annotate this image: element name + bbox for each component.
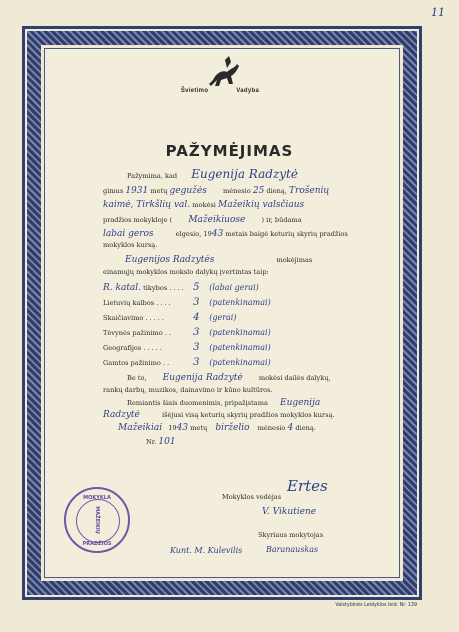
grade-word: (patenkinamai) bbox=[209, 343, 271, 352]
grade-row: R. katal. tikybos .... 5 (labai gerai) bbox=[103, 282, 259, 293]
text: metų bbox=[190, 424, 208, 432]
subject-name: R. katal. bbox=[103, 283, 142, 293]
line-8: einamųjų mokyklos mokslo dalykų įvertintas taip: bbox=[103, 268, 269, 276]
text: išėjusi visą keturių skyrių pradžios mokyklos kursą. bbox=[162, 411, 335, 419]
grade-word: (patenkinamai) bbox=[209, 328, 271, 337]
grade-value: 3 bbox=[193, 342, 200, 353]
grade-word: (labai gerai) bbox=[209, 283, 259, 292]
ministry-label bbox=[155, 88, 285, 94]
text: metų bbox=[150, 187, 168, 195]
text: mokėsi dailės dalykų, bbox=[258, 374, 331, 382]
grade-value: 3 bbox=[193, 327, 200, 338]
stamp-center-text: MAŽEIKIŲ bbox=[94, 506, 100, 534]
line-2 bbox=[103, 187, 329, 195]
grade-row: Gamtos pažinimo .. 3 (patenkinamai) bbox=[103, 357, 271, 368]
subject-name: Tėvynės pažinimo bbox=[103, 329, 163, 337]
grade-value: 3 bbox=[193, 297, 200, 308]
handwritten-place: Mažeikiai bbox=[118, 423, 163, 433]
head-name: V. Vikutiene bbox=[262, 507, 317, 517]
handwritten-school: Mažeikių valsčiaus bbox=[217, 200, 305, 210]
text: gimus bbox=[103, 187, 124, 195]
nr-value: 101 bbox=[158, 437, 176, 447]
handwritten-name: Eugenija bbox=[280, 398, 321, 408]
handwritten-month: gegužės bbox=[169, 186, 207, 196]
line-4 bbox=[103, 216, 302, 224]
text: dieną. bbox=[295, 424, 316, 432]
grade-row: Tėvynės pažinimo .. 3 (patenkinamai) bbox=[103, 327, 271, 338]
grade-word: (patenkinamai) bbox=[209, 298, 271, 307]
grade-word: (patenkinamai) bbox=[209, 358, 271, 367]
line-6: mokyklos kursą. bbox=[103, 241, 158, 249]
line-11 bbox=[127, 399, 320, 407]
text: mėnesio bbox=[257, 424, 286, 432]
text: pradžios mokykloje ( bbox=[103, 216, 173, 224]
stamp-top-text: MOKYKLA bbox=[83, 495, 111, 501]
text: mėnesio bbox=[222, 187, 251, 195]
document-number bbox=[146, 438, 176, 446]
grade-value: 3 bbox=[193, 357, 200, 368]
handwritten-month: birželio bbox=[215, 423, 250, 433]
handwritten-name: Eugenija Radzytė bbox=[191, 167, 298, 181]
subject-name: Skaičiavimo bbox=[103, 314, 144, 322]
text: Be to, bbox=[127, 374, 147, 382]
handwritten-day: 4 bbox=[287, 423, 294, 433]
handwritten-name: Eugenijos Radzytės bbox=[125, 255, 215, 265]
line-5 bbox=[103, 230, 348, 238]
ministry-left: Švietimo bbox=[180, 88, 209, 94]
document-title: PAŽYMĖJIMAS bbox=[165, 142, 294, 160]
ministry-right: Vadyba bbox=[236, 88, 260, 94]
head-label: Mokyklos vedėjas bbox=[222, 493, 282, 501]
grade-value: 5 bbox=[193, 282, 200, 293]
grade-row: Geografijos ..... 3 (patenkinamai) bbox=[103, 342, 271, 353]
subject-name: Geografijos bbox=[103, 344, 142, 352]
handwritten-year: 1931 bbox=[125, 186, 149, 196]
grade-word: (gerai) bbox=[209, 313, 237, 322]
subject-name: Lietuvių kalbos bbox=[103, 299, 155, 307]
line-1 bbox=[127, 167, 298, 181]
line-9 bbox=[127, 374, 331, 382]
text: Remiantis šiais duomenimis, pripažįstama bbox=[127, 399, 268, 407]
text: Pažymima, kad bbox=[127, 172, 178, 180]
grade-row: Lietuvių kalbos .... 3 (patenkinamai) bbox=[103, 297, 271, 308]
stamp-bottom-text: PRADŽIOS bbox=[82, 541, 112, 547]
head-signature: Ertes bbox=[287, 477, 328, 495]
line-13 bbox=[118, 424, 316, 432]
subject-suffix: tikybos bbox=[143, 284, 168, 292]
text: metais baigė keturių skyrių pradžios bbox=[225, 230, 348, 238]
line-7 bbox=[103, 256, 312, 264]
handwritten-conduct: labai geros bbox=[103, 229, 154, 239]
publisher-footer: Valstybinės Leidyklos leid. Nr. 139 bbox=[335, 603, 417, 608]
text: 19 bbox=[168, 424, 177, 432]
handwritten-place: kaimė, Tirkšlių val. bbox=[103, 200, 191, 210]
line-10: rankų darbų, muzikos, dainavimo ir kūno kultūros. bbox=[103, 386, 273, 394]
handwritten-surname: Radzytė bbox=[103, 410, 140, 420]
grade-value: 4 bbox=[193, 312, 200, 323]
handwritten-year: 43 bbox=[176, 423, 189, 433]
page-number: 11 bbox=[431, 6, 445, 19]
text: ) ir, būdama bbox=[261, 216, 302, 224]
text: dieną, bbox=[266, 187, 287, 195]
handwritten-day: 25 bbox=[252, 186, 265, 196]
handwritten-place: Trošenių bbox=[289, 186, 330, 196]
text: mokėsi bbox=[192, 201, 216, 209]
handwritten-location: Mažeikiuose bbox=[188, 215, 246, 225]
nr-label: Nr. bbox=[146, 438, 157, 446]
inspector-signature: Kunt. M. Kulevilis bbox=[170, 546, 243, 555]
text: mokėjimas bbox=[276, 256, 313, 264]
text: elgesio, 19 bbox=[175, 230, 212, 238]
inspector-signature-2: Baranauskas bbox=[266, 545, 319, 554]
line-12 bbox=[103, 411, 334, 419]
inspector-label: Skyriaus mokytojas bbox=[258, 531, 324, 539]
grade-row: Skaičiavimo ..... 4 (gerai) bbox=[103, 312, 237, 323]
subject-name: Gamtos pažinimo bbox=[103, 359, 161, 367]
line-3 bbox=[103, 201, 304, 209]
handwritten-name: Eugenija Radzytė bbox=[162, 373, 243, 383]
handwritten-year: 43 bbox=[211, 229, 224, 239]
school-stamp bbox=[64, 487, 130, 553]
vytis-emblem-icon bbox=[205, 54, 245, 92]
